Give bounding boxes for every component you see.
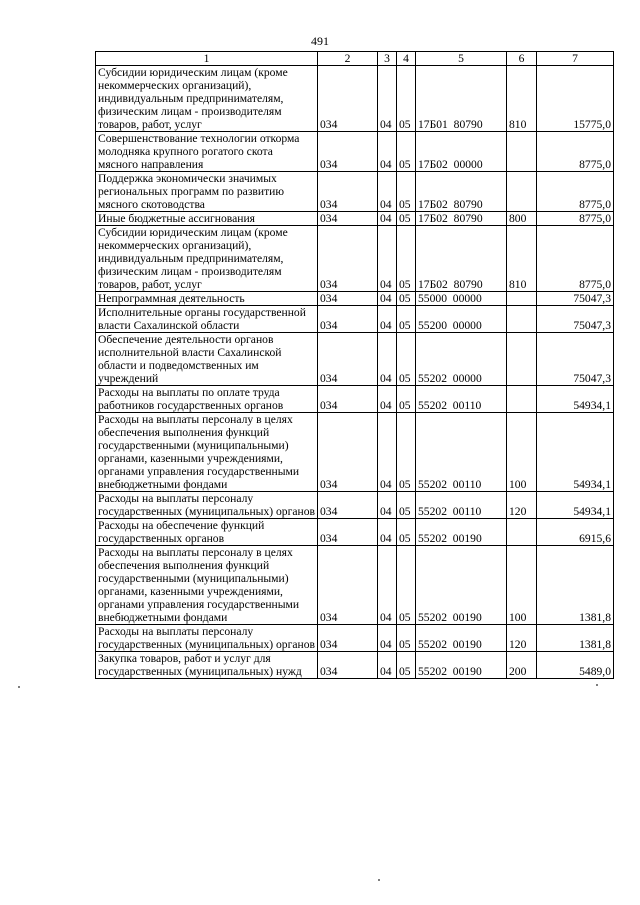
section-code-cell: 04 — [378, 333, 397, 386]
subsection-code-cell: 05 — [397, 546, 416, 625]
amount-cell: 6915,6 — [537, 519, 614, 546]
grbs-code-cell: 034 — [318, 546, 378, 625]
expense-type-cell — [507, 172, 537, 212]
column-header: 5 — [416, 52, 507, 66]
grbs-code-cell: 034 — [318, 212, 378, 226]
table-row — [96, 625, 614, 652]
table-row — [96, 413, 614, 492]
amount-cell: 54934,1 — [537, 492, 614, 519]
subsection-code-cell: 05 — [397, 519, 416, 546]
row-name-cell: Расходы на выплаты персоналу в целях обеспечения выполнения функций государственными (муниципальными) органами, казенными учреждениями, органами управления государственными внебюджетными фондами — [96, 413, 318, 492]
section-code-cell: 04 — [378, 652, 397, 679]
scan-speck — [18, 686, 20, 688]
page-number: 491 — [311, 34, 329, 48]
target-article-cell: 55200 00000 — [416, 306, 507, 333]
amount-cell: 8775,0 — [537, 132, 614, 172]
subsection-code-cell: 05 — [397, 413, 416, 492]
grbs-code-cell: 034 — [318, 292, 378, 306]
expense-type-cell — [507, 333, 537, 386]
section-code-cell: 04 — [378, 492, 397, 519]
expense-type-cell: 100 — [507, 413, 537, 492]
row-name-cell: Расходы на выплаты по оплате труда работников государственных органов — [96, 386, 318, 413]
amount-cell: 75047,3 — [537, 333, 614, 386]
expense-type-cell — [507, 132, 537, 172]
column-header: 3 — [378, 52, 397, 66]
target-article-cell: 55000 00000 — [416, 292, 507, 306]
section-code-cell: 04 — [378, 546, 397, 625]
grbs-code-cell: 034 — [318, 226, 378, 292]
amount-cell: 15775,0 — [537, 66, 614, 132]
row-name-cell: Расходы на выплаты персоналу государственных (муниципальных) органов — [96, 492, 318, 519]
section-code-cell: 04 — [378, 66, 397, 132]
section-code-cell: 04 — [378, 386, 397, 413]
column-header: 2 — [318, 52, 378, 66]
grbs-code-cell: 034 — [318, 172, 378, 212]
amount-cell: 5489,0 — [537, 652, 614, 679]
table-row — [96, 212, 614, 226]
row-name-cell: Субсидии юридическим лицам (кроме некоммерческих организаций), индивидуальным предпринимателям, физическим лицам - производителям товаров, работ, услуг — [96, 66, 318, 132]
grbs-code-cell: 034 — [318, 492, 378, 519]
table-row — [96, 652, 614, 679]
row-name-cell: Расходы на обеспечение функций государственных органов — [96, 519, 318, 546]
expense-type-cell: 120 — [507, 492, 537, 519]
subsection-code-cell: 05 — [397, 66, 416, 132]
amount-cell: 8775,0 — [537, 172, 614, 212]
section-code-cell: 04 — [378, 212, 397, 226]
target-article-cell: 55202 00110 — [416, 413, 507, 492]
row-name-cell: Совершенствование технологии откорма молодняка крупного рогатого скота мясного направления — [96, 132, 318, 172]
table-row — [96, 132, 614, 172]
subsection-code-cell: 05 — [397, 386, 416, 413]
column-header: 1 — [96, 52, 318, 66]
row-name-cell: Обеспечение деятельности органов исполнительной власти Сахалинской области и подведомственных им учреждений — [96, 333, 318, 386]
table-row — [96, 292, 614, 306]
expense-type-cell: 200 — [507, 652, 537, 679]
target-article-cell: 17Б02 80790 — [416, 226, 507, 292]
amount-cell: 75047,3 — [537, 306, 614, 333]
expense-type-cell: 120 — [507, 625, 537, 652]
target-article-cell: 55202 00190 — [416, 652, 507, 679]
section-code-cell: 04 — [378, 172, 397, 212]
target-article-cell: 17Б02 00000 — [416, 132, 507, 172]
expense-type-cell: 800 — [507, 212, 537, 226]
expense-type-cell — [507, 306, 537, 333]
grbs-code-cell: 034 — [318, 519, 378, 546]
grbs-code-cell: 034 — [318, 66, 378, 132]
section-code-cell: 04 — [378, 226, 397, 292]
target-article-cell: 17Б01 80790 — [416, 66, 507, 132]
amount-cell: 8775,0 — [537, 212, 614, 226]
row-name-cell: Субсидии юридическим лицам (кроме некоммерческих организаций), индивидуальным предпринимателям, физическим лицам - производителям товаров, работ, услуг — [96, 226, 318, 292]
amount-cell: 1381,8 — [537, 625, 614, 652]
subsection-code-cell: 05 — [397, 333, 416, 386]
expense-type-cell: 100 — [507, 546, 537, 625]
section-code-cell: 04 — [378, 519, 397, 546]
amount-cell: 8775,0 — [537, 226, 614, 292]
expense-type-cell: 810 — [507, 66, 537, 132]
grbs-code-cell: 034 — [318, 386, 378, 413]
expense-type-cell — [507, 292, 537, 306]
target-article-cell: 55202 00110 — [416, 492, 507, 519]
row-name-cell: Расходы на выплаты персоналу в целях обеспечения выполнения функций государственными (муниципальными) органами, казенными учреждениями, органами управления государственными внебюджетными фондами — [96, 546, 318, 625]
row-name-cell: Закупка товаров, работ и услуг для государственных (муниципальных) нужд — [96, 652, 318, 679]
target-article-cell: 55202 00190 — [416, 625, 507, 652]
subsection-code-cell: 05 — [397, 172, 416, 212]
grbs-code-cell: 034 — [318, 333, 378, 386]
table-row — [96, 333, 614, 386]
target-article-cell: 55202 00000 — [416, 333, 507, 386]
target-article-cell: 55202 00110 — [416, 386, 507, 413]
target-article-cell: 55202 00190 — [416, 519, 507, 546]
table-row — [96, 519, 614, 546]
section-code-cell: 04 — [378, 132, 397, 172]
subsection-code-cell: 05 — [397, 652, 416, 679]
table-row — [96, 306, 614, 333]
column-header: 4 — [397, 52, 416, 66]
table-row — [96, 66, 614, 132]
row-name-cell: Расходы на выплаты персоналу государственных (муниципальных) органов — [96, 625, 318, 652]
target-article-cell: 17Б02 80790 — [416, 212, 507, 226]
expense-type-cell — [507, 519, 537, 546]
grbs-code-cell: 034 — [318, 625, 378, 652]
amount-cell: 54934,1 — [537, 386, 614, 413]
row-name-cell: Непрограммная деятельность — [96, 292, 318, 306]
table-row — [96, 386, 614, 413]
table-row — [96, 492, 614, 519]
scan-speck — [596, 684, 598, 686]
target-article-cell: 55202 00190 — [416, 546, 507, 625]
row-name-cell: Иные бюджетные ассигнования — [96, 212, 318, 226]
target-article-cell: 17Б02 80790 — [416, 172, 507, 212]
subsection-code-cell: 05 — [397, 492, 416, 519]
table-row — [96, 546, 614, 625]
grbs-code-cell: 034 — [318, 132, 378, 172]
subsection-code-cell: 05 — [397, 226, 416, 292]
table-row — [96, 226, 614, 292]
subsection-code-cell: 05 — [397, 306, 416, 333]
row-name-cell: Исполнительные органы государственной власти Сахалинской области — [96, 306, 318, 333]
amount-cell: 75047,3 — [537, 292, 614, 306]
grbs-code-cell: 034 — [318, 652, 378, 679]
section-code-cell: 04 — [378, 292, 397, 306]
expense-type-cell: 810 — [507, 226, 537, 292]
row-name-cell: Поддержка экономически значимых региональных программ по развитию мясного скотоводства — [96, 172, 318, 212]
section-code-cell: 04 — [378, 306, 397, 333]
table-row — [96, 172, 614, 212]
expense-type-cell — [507, 386, 537, 413]
column-header: 6 — [507, 52, 537, 66]
subsection-code-cell: 05 — [397, 292, 416, 306]
header-row — [96, 52, 614, 66]
section-code-cell: 04 — [378, 413, 397, 492]
amount-cell: 1381,8 — [537, 546, 614, 625]
subsection-code-cell: 05 — [397, 132, 416, 172]
subsection-code-cell: 05 — [397, 212, 416, 226]
section-code-cell: 04 — [378, 625, 397, 652]
subsection-code-cell: 05 — [397, 625, 416, 652]
amount-cell: 54934,1 — [537, 413, 614, 492]
grbs-code-cell: 034 — [318, 413, 378, 492]
budget-table — [95, 51, 614, 679]
scan-speck — [378, 879, 380, 881]
column-header: 7 — [537, 52, 614, 66]
grbs-code-cell: 034 — [318, 306, 378, 333]
table-body — [96, 66, 614, 679]
